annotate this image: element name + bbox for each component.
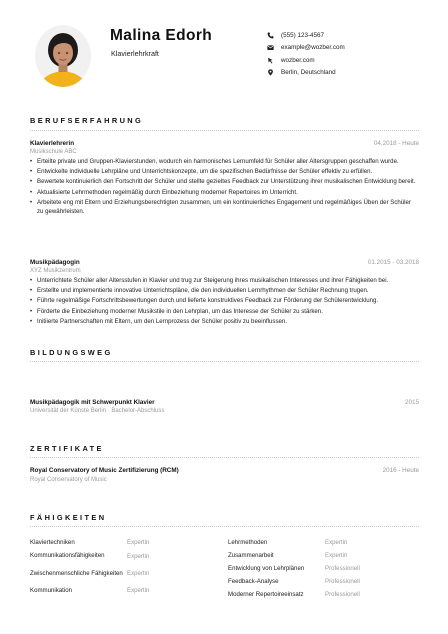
- skill-item: [228, 562, 398, 575]
- skill-name: Klaviertechniken: [30, 538, 75, 546]
- phone-icon: [266, 31, 275, 40]
- education-school: Universität der Künste Berlin · Bachelor-Abschluss: [30, 408, 165, 414]
- section-divider: [30, 130, 419, 131]
- skill-name: Kommunikation: [30, 586, 72, 594]
- skill-level: Professionell: [325, 565, 360, 572]
- contact-location-text: Berlin, Deutschland: [281, 69, 336, 77]
- job-bullet: • Unterrichtete Schüler aller Altersstufen in Klavier und trug zur Steigerung ihres musikalischen Interesses und ihrer Fähigkeiten bei.: [30, 277, 418, 286]
- section-divider: [30, 361, 419, 362]
- skill-level: Expertin: [127, 552, 150, 560]
- link-icon: [266, 56, 275, 65]
- skill-name: Moderner Repertoireeinsatz: [228, 590, 304, 598]
- certificate-date: 2016 - Heute: [382, 467, 419, 474]
- skill-level: Expertin: [127, 587, 150, 595]
- section-title-education: BILDUNGSWEG: [30, 348, 113, 357]
- skill-name: Zusammenarbeit: [228, 551, 274, 559]
- job-bullet: • Führte regelmäßige Fortschrittsbewertungen durch und lieferte konstruktives Feedback zur Förderung der Schülerentwicklung.: [30, 297, 418, 306]
- job-bullet: • Bewertete kontinuierlich den Fortschritt der Schüler und stellte gezieltes Feedback zur Unterstützung ihrer musikalischen Entwicklung bereit.: [30, 178, 418, 187]
- section-divider: [30, 457, 419, 458]
- contact-email: [266, 42, 345, 55]
- resume-header: [0, 0, 448, 100]
- job-title: Musikpädagogin: [30, 259, 80, 266]
- job-bullet: • Entwickelte individuelle Lehrpläne und Unterrichtskonzepte, um die spezifischen Bedürfnisse der Schüler effektiv zu erfüllen.: [30, 168, 418, 177]
- education-degree: Musikpädagogik mit Schwerpunkt Klavier: [30, 399, 155, 406]
- skill-item: [30, 563, 200, 584]
- job-date: 04.2018 - Heute: [373, 140, 419, 147]
- section-divider: [30, 526, 419, 527]
- job-bullet: • Erteilte private und Gruppen-Klavierstunden, wodurch ein harmonisches Lernumfeld für Schüler aller Altersgruppen geschaffen wurde.: [30, 158, 418, 167]
- skill-item: [30, 584, 200, 598]
- skills-column-left: [30, 536, 200, 598]
- skill-level: Professionell: [325, 578, 360, 585]
- skill-level: Expertin: [325, 539, 348, 546]
- job-bullet: • Arbeitete eng mit Eltern und Erziehungsberechtigten zusammen, um ein kontinuierliches Engagement und regelmäßiges Üben der Schüler zu gewährleisten.: [30, 199, 418, 216]
- avatar: [35, 25, 91, 87]
- profile-photo: [35, 25, 91, 87]
- skill-name: Zwischenmenschliche Fähigkeiten: [30, 569, 123, 577]
- job-company: XYZ Musikzentrum: [30, 268, 81, 274]
- certificate-name: Royal Conservatory of Music Zertifizierung (RCM): [30, 467, 179, 474]
- skill-item: [228, 549, 398, 562]
- job-bullet: • Initiierte Partnerschaften mit Eltern, um den Lernprozess der Schüler positiv zu beeinflussen.: [30, 318, 418, 327]
- contact-phone: [266, 29, 345, 42]
- section-title-experience: BERUFSERFAHRUNG: [30, 116, 144, 125]
- skill-item: [30, 550, 200, 564]
- skill-item: [228, 536, 398, 549]
- skill-name: Kommunikationsfähigkeiten: [30, 552, 105, 560]
- skill-level: Expertin: [325, 552, 348, 559]
- candidate-role: Klavierlehrkraft: [111, 49, 159, 58]
- certificate-issuer: Royal Conservatory of Music: [30, 477, 107, 483]
- skills-column-right: [228, 536, 398, 601]
- job-title: Klavierlehrerin: [30, 140, 75, 147]
- contact-list: [266, 29, 345, 79]
- skill-name: Lehrmethoden: [228, 538, 268, 546]
- contact-email-text[interactable]: example@wozber.com: [281, 44, 345, 52]
- job-date: 01.2015 - 03.2018: [367, 259, 419, 266]
- skill-level: Expertin: [127, 539, 150, 547]
- candidate-name: Malina Edorh: [110, 27, 213, 44]
- skill-level: Expertin: [127, 570, 150, 577]
- skill-item: [228, 575, 398, 588]
- job-bullet: • Erstellte und implementierte innovative Unterrichtspläne, die den individuellen Lernrhythmen der Schüler Rechnung trugen.: [30, 287, 418, 296]
- job-bullet-list: [30, 277, 418, 328]
- skill-name: Feedback-Analyse: [228, 577, 279, 585]
- location-icon: [266, 68, 275, 77]
- education-date: 2015: [404, 399, 419, 406]
- skill-item: [30, 536, 200, 550]
- contact-website: [266, 54, 345, 67]
- section-title-certificates: ZERTIFIKATE: [30, 444, 104, 453]
- job-bullet: • Förderte die Einbeziehung moderner Musikstile in den Lehrplan, um das Interesse der Schüler zu stärken.: [30, 308, 418, 317]
- skill-item: [228, 588, 398, 601]
- job-bullet-list: [30, 158, 418, 218]
- section-title-skills: FÄHIGKEITEN: [30, 513, 107, 522]
- email-icon: [266, 43, 275, 52]
- job-company: Musikschule ABC: [30, 149, 77, 155]
- skill-name: Entwicklung von Lehrplänen: [228, 564, 305, 572]
- job-bullet: • Aktualisierte Lehrmethoden regelmäßig durch Einbeziehung moderner Repertoires im Unterricht.: [30, 189, 418, 198]
- contact-location: [266, 67, 345, 80]
- skill-level: Professionell: [325, 591, 360, 598]
- contact-phone-text: (555) 123-4567: [281, 31, 325, 39]
- contact-website-text[interactable]: wozber.com: [281, 56, 315, 64]
